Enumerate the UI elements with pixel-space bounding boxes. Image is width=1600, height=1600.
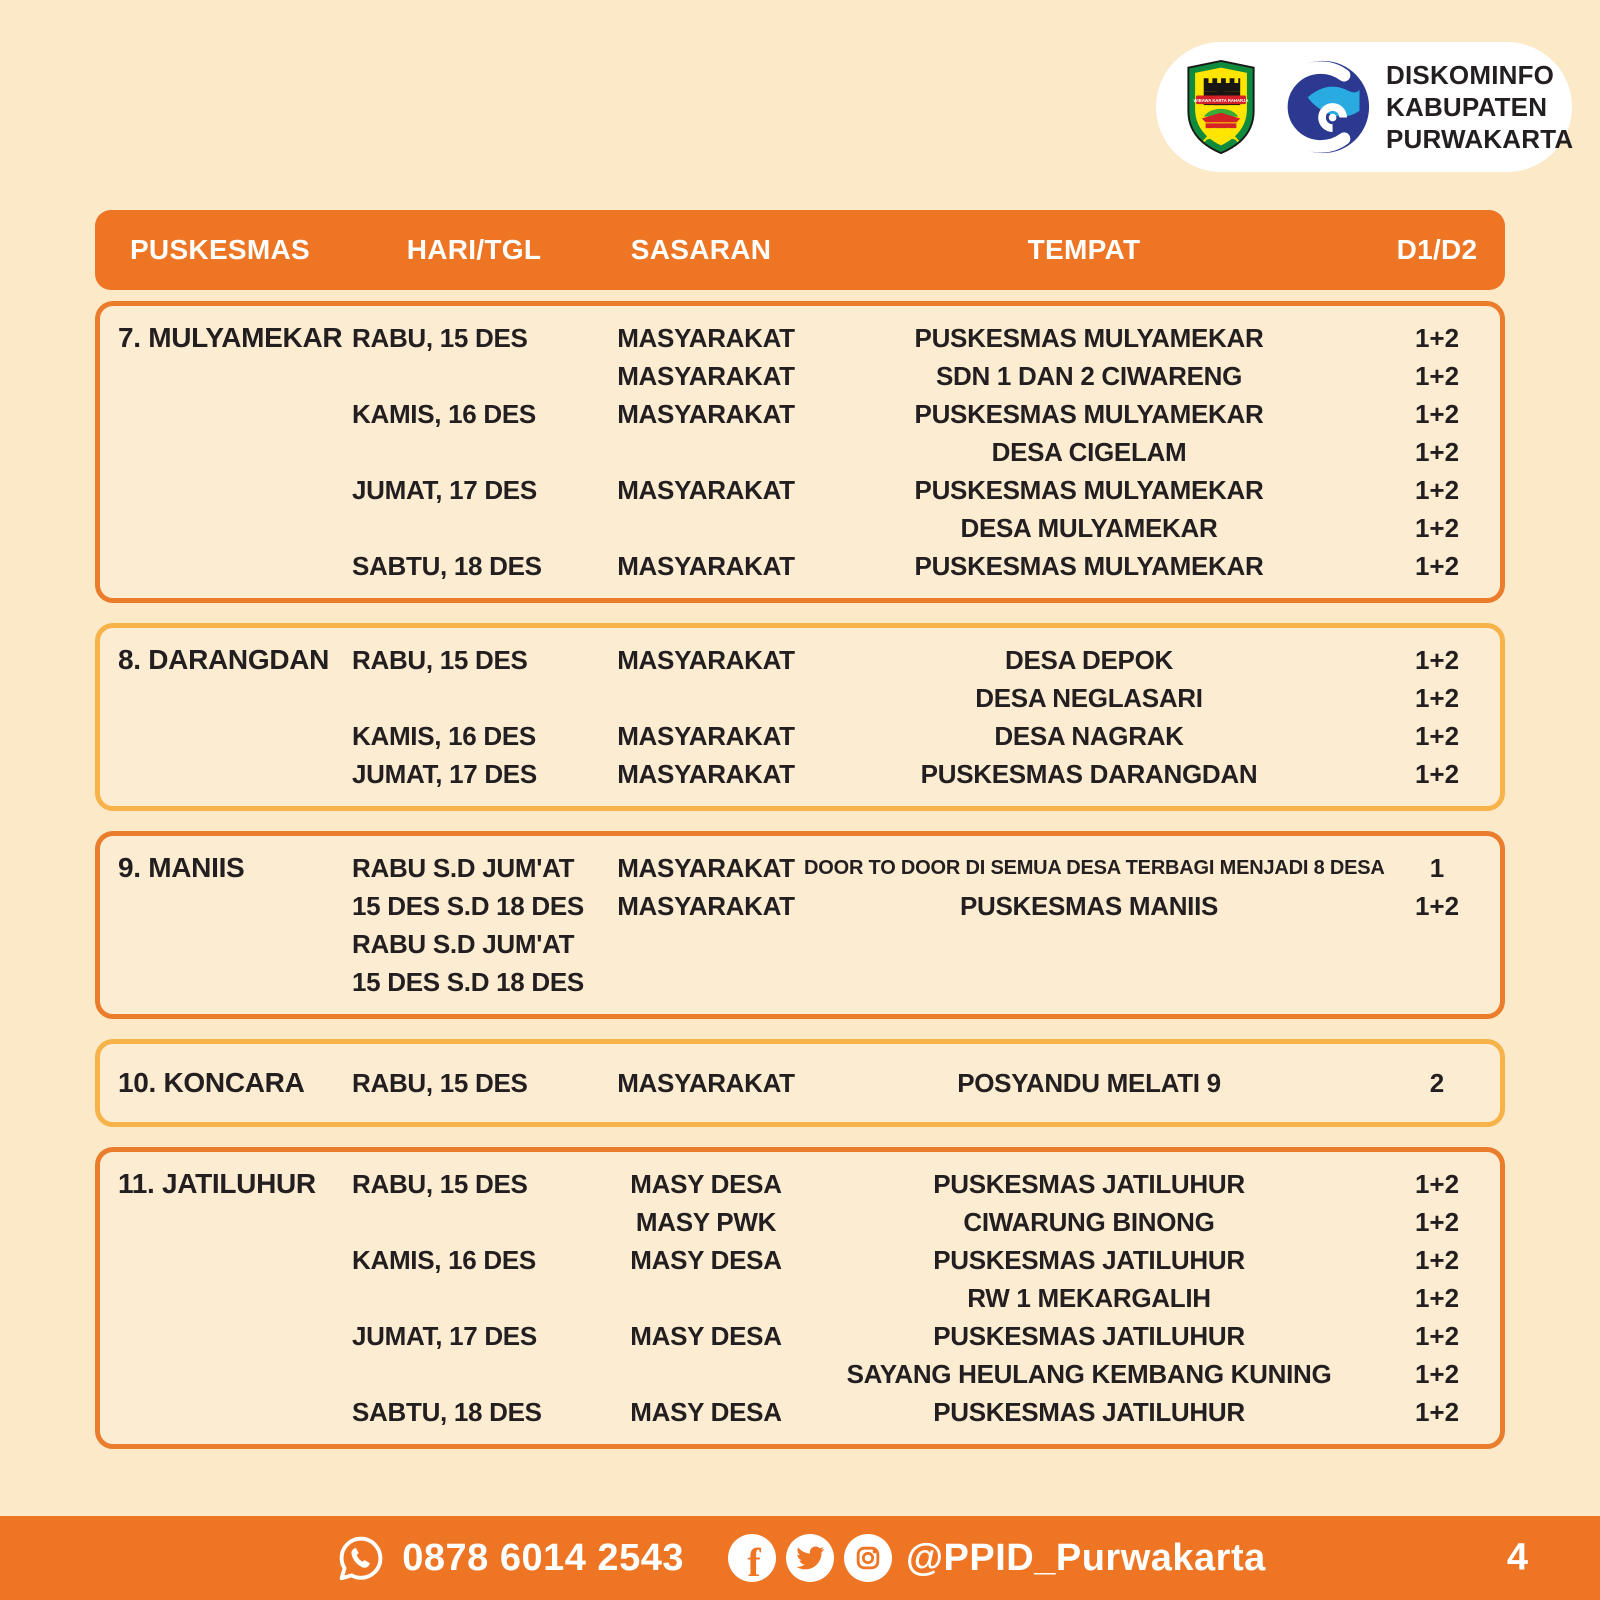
footer-contact-group	[334, 1531, 1266, 1585]
logo-text	[1386, 59, 1573, 155]
schedule-row	[100, 1279, 1500, 1317]
schedule-row	[100, 1165, 1500, 1203]
cell-tempat: PUSKESMAS DARANGDAN	[920, 759, 1258, 789]
cell-tempat: PUSKESMAS MULYAMEKAR	[914, 551, 1264, 581]
cell-dosis: 1+2	[1414, 1207, 1460, 1237]
puskesmas-section-10	[95, 1039, 1505, 1127]
col-header-sasaran: SASARAN	[630, 234, 772, 265]
cell-hari-tgl: RABU, 15 DES	[352, 1169, 528, 1199]
twitter-icon	[786, 1534, 834, 1582]
section-title: 11. JATILUHUR	[118, 1168, 316, 1199]
cell-hari-tgl: 15 DES S.D 18 DES	[352, 967, 584, 997]
cell-tempat: DESA MULYAMEKAR	[960, 513, 1218, 543]
cell-hari-tgl: 15 DES S.D 18 DES	[352, 891, 584, 921]
cell-dosis: 1+2	[1414, 1359, 1460, 1389]
cell-sasaran: MASYARAKAT	[617, 645, 795, 675]
cell-dosis: 1+2	[1414, 683, 1460, 713]
schedule-row	[100, 1241, 1500, 1279]
schedule-row	[100, 357, 1500, 395]
schedule-row	[100, 471, 1500, 509]
whatsapp-icon	[334, 1531, 388, 1585]
cell-dosis: 1+2	[1414, 323, 1460, 353]
cell-tempat: SAYANG HEULANG KEMBANG KUNING	[846, 1359, 1332, 1389]
svg-text:WIBAWA KARTA RAHARJA: WIBAWA KARTA RAHARJA	[1193, 97, 1249, 103]
puskesmas-section-9	[95, 831, 1505, 1019]
cell-dosis: 1+2	[1414, 1245, 1460, 1275]
schedule-row	[100, 1203, 1500, 1241]
cell-tempat: PUSKESMAS JATILUHUR	[933, 1245, 1245, 1275]
cell-hari-tgl: SABTU, 18 DES	[352, 1397, 542, 1427]
cell-hari-tgl: KAMIS, 16 DES	[352, 1245, 536, 1275]
cell-dosis: 1+2	[1414, 1321, 1460, 1351]
schedule-row	[100, 1064, 1500, 1102]
logo-line-1: DISKOMINFO	[1386, 60, 1555, 90]
section-title: 7. MULYAMEKAR	[118, 322, 343, 353]
page-number: 4	[1506, 1536, 1528, 1579]
cell-sasaran: MASYARAKAT	[617, 551, 795, 581]
schedule-row	[100, 925, 1500, 963]
schedule-row	[100, 755, 1500, 793]
cell-sasaran: MASYARAKAT	[617, 399, 795, 429]
cell-hari-tgl: RABU S.D JUM'AT	[352, 853, 575, 883]
cell-dosis: 1+2	[1414, 1169, 1460, 1199]
cell-hari-tgl: SABTU, 18 DES	[352, 551, 542, 581]
schedule-row	[100, 641, 1500, 679]
cell-dosis: 1+2	[1414, 399, 1460, 429]
cell-dosis: 2	[1429, 1068, 1445, 1098]
cell-tempat: PUSKESMAS MULYAMEKAR	[914, 475, 1264, 505]
col-header-d1-d2: D1/D2	[1396, 234, 1478, 265]
puskesmas-section-8	[95, 623, 1505, 811]
kominfo-logo-icon	[1275, 59, 1371, 155]
cell-dosis: 1+2	[1414, 475, 1460, 505]
schedule-sections	[95, 301, 1505, 1449]
schedule-row	[100, 887, 1500, 925]
logo-line-2: KABUPATEN	[1386, 92, 1548, 122]
schedule-table	[95, 210, 1505, 1469]
cell-sasaran: MASY DESA	[630, 1321, 782, 1351]
cell-dosis: 1+2	[1414, 1397, 1460, 1427]
facebook-icon: f	[728, 1534, 776, 1582]
cell-sasaran: MASY DESA	[630, 1169, 782, 1199]
cell-sasaran: MASYARAKAT	[617, 759, 795, 789]
cell-sasaran: MASYARAKAT	[617, 853, 795, 883]
cell-sasaran: MASYARAKAT	[617, 361, 795, 391]
cell-tempat: PUSKESMAS MANIIS	[959, 891, 1219, 921]
cell-dosis: 1+2	[1414, 437, 1460, 467]
col-header-hari-tgl: HARI/TGL	[406, 234, 542, 265]
cell-dosis: 1+2	[1414, 891, 1460, 921]
logo-line-3: PURWAKARTA	[1386, 124, 1574, 154]
puskesmas-section-7	[95, 301, 1505, 603]
cell-tempat: POSYANDU MELATI 9	[957, 1068, 1221, 1098]
cell-dosis: 1+2	[1414, 1283, 1460, 1313]
logo-card	[1156, 42, 1572, 172]
cell-dosis: 1+2	[1414, 361, 1460, 391]
cell-dosis: 1+2	[1414, 645, 1460, 675]
schedule-row	[100, 849, 1500, 887]
cell-dosis: 1+2	[1414, 513, 1460, 543]
col-header-puskesmas: PUSKESMAS	[129, 234, 311, 265]
schedule-row	[100, 717, 1500, 755]
cell-tempat: DESA CIGELAM	[991, 437, 1187, 467]
cell-sasaran: MASY DESA	[630, 1397, 782, 1427]
table-header	[95, 210, 1505, 290]
social-handle: @PPID_Purwakarta	[905, 1536, 1266, 1579]
cell-hari-tgl: RABU S.D JUM'AT	[352, 929, 575, 959]
schedule-row	[100, 395, 1500, 433]
instagram-icon	[844, 1534, 892, 1582]
schedule-row	[100, 1393, 1500, 1431]
schedule-row	[100, 963, 1500, 1001]
cell-hari-tgl: JUMAT, 17 DES	[352, 1321, 537, 1351]
schedule-row	[100, 1317, 1500, 1355]
cell-hari-tgl: RABU, 15 DES	[352, 1068, 528, 1098]
cell-sasaran: MASY DESA	[630, 1245, 782, 1275]
cell-hari-tgl: JUMAT, 17 DES	[352, 475, 537, 505]
cell-sasaran: MASYARAKAT	[617, 891, 795, 921]
cell-dosis: 1+2	[1414, 551, 1460, 581]
section-title: 9. MANIIS	[118, 852, 245, 883]
cell-tempat: DOOR TO DOOR DI SEMUA DESA TERBAGI MENJADI 8 DESA	[804, 857, 1385, 879]
cell-dosis: 1+2	[1414, 721, 1460, 751]
cell-dosis: 1+2	[1414, 759, 1460, 789]
cell-tempat: DESA NEGLASARI	[975, 683, 1203, 713]
schedule-row	[100, 547, 1500, 585]
schedule-row	[100, 433, 1500, 471]
section-title: 8. DARANGDAN	[118, 644, 330, 675]
cell-tempat: RW 1 MEKARGALIH	[967, 1283, 1211, 1313]
cell-tempat: PUSKESMAS JATILUHUR	[933, 1321, 1245, 1351]
cell-tempat: SDN 1 DAN 2 CIWARENG	[935, 361, 1243, 391]
phone-number: 0878 6014 2543	[402, 1536, 684, 1579]
col-header-tempat: TEMPAT	[1027, 234, 1141, 265]
schedule-row	[100, 679, 1500, 717]
cell-tempat: PUSKESMAS MULYAMEKAR	[914, 399, 1264, 429]
footer-bar	[0, 1516, 1600, 1600]
schedule-row	[100, 509, 1500, 547]
section-title: 10. KONCARA	[118, 1067, 305, 1098]
cell-sasaran: MASYARAKAT	[617, 323, 795, 353]
schedule-row	[100, 1355, 1500, 1393]
cell-sasaran: MASYARAKAT	[617, 475, 795, 505]
cell-sasaran: MASYARAKAT	[617, 721, 795, 751]
cell-tempat: PUSKESMAS MULYAMEKAR	[914, 323, 1264, 353]
cell-tempat: PUSKESMAS JATILUHUR	[933, 1397, 1245, 1427]
cell-tempat: DESA DEPOK	[1005, 645, 1173, 675]
cell-hari-tgl: KAMIS, 16 DES	[352, 399, 536, 429]
puskesmas-section-11	[95, 1147, 1505, 1449]
cell-sasaran: MASY PWK	[635, 1207, 777, 1237]
cell-hari-tgl: JUMAT, 17 DES	[352, 759, 537, 789]
schedule-row	[100, 319, 1500, 357]
cell-dosis: 1	[1429, 853, 1445, 883]
cell-sasaran: MASYARAKAT	[617, 1068, 795, 1098]
cell-hari-tgl: RABU, 15 DES	[352, 645, 528, 675]
cell-tempat: CIWARUNG BINONG	[963, 1207, 1215, 1237]
purwakarta-crest-icon	[1182, 59, 1260, 155]
cell-hari-tgl: RABU, 15 DES	[352, 323, 528, 353]
cell-tempat: PUSKESMAS JATILUHUR	[933, 1169, 1245, 1199]
cell-hari-tgl: KAMIS, 16 DES	[352, 721, 536, 751]
cell-tempat: DESA NAGRAK	[994, 721, 1184, 751]
